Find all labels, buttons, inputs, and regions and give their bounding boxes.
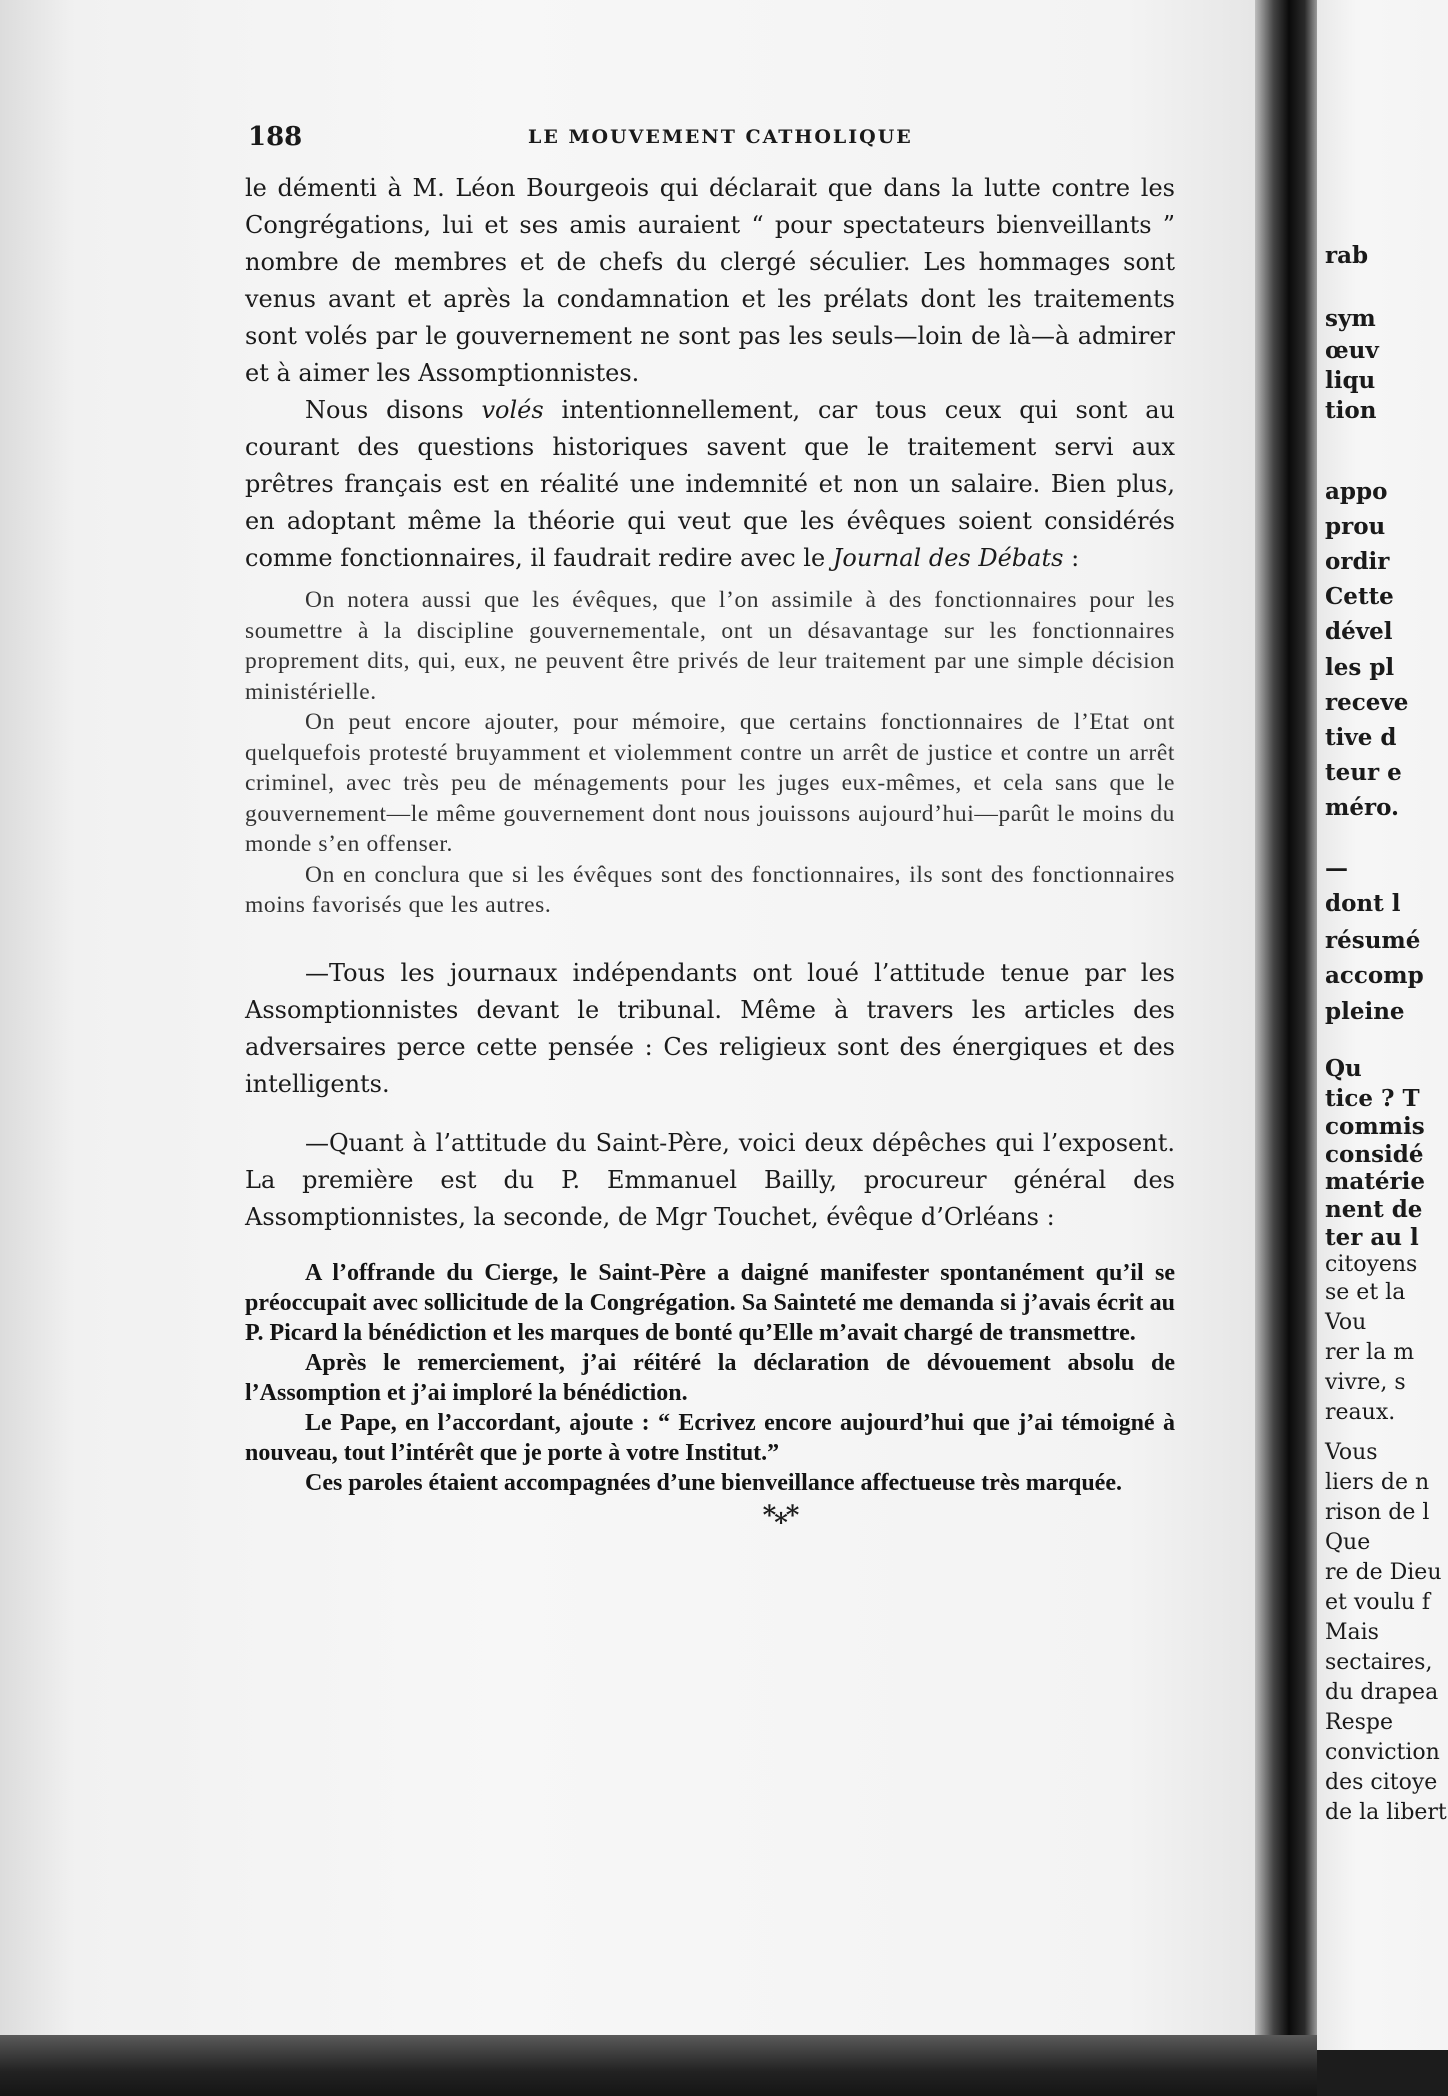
right-page-fragment: rison de l xyxy=(1325,1500,1430,1525)
right-page-fragment: se et la xyxy=(1325,1280,1406,1305)
right-page-fragment: conviction xyxy=(1325,1740,1440,1765)
right-page-fragment: les pl xyxy=(1325,654,1395,681)
right-page-fragment: de la libert xyxy=(1325,1800,1447,1825)
paragraph-2 xyxy=(245,392,1175,577)
right-page-fragment: nent de xyxy=(1325,1196,1423,1223)
right-page-fragment: Vou xyxy=(1325,1310,1367,1335)
right-page-fragment: pleine xyxy=(1325,998,1405,1025)
right-page xyxy=(1317,0,1448,2050)
right-page-fragment: rer la m xyxy=(1325,1340,1415,1365)
paragraph-2-start: Nous disons xyxy=(305,396,482,424)
letter-1: A l’offrande du Cierge, le Saint-Père a daigné manifester spontanément qu’il se préoccupait avec sollicitude de la Congrégation. Sa Sainteté me demanda si j’avais écrit au P. Picard la bénédiction et les marques de bonté qu’Elle m’avait chargé de transmettre. xyxy=(245,1259,1175,1346)
paragraph-2-middle: intentionnellement, car tous ceux qui sont au courant des questions historiques savent que le traitement servi aux prêtres français est en réalité une indemnité et non un salaire. Bien plus, en adoptant même la théorie qui veut que les évêques soient considérés comme fonctionnaires, il faudrait redire avec le xyxy=(245,396,1175,572)
letter-3: Le Pape, en l’accordant, ajoute : “ Ecrivez encore aujourd’hui que j’ai témoigné à nouveau, tout l’intérêt que je porte à votre Institut.” xyxy=(245,1409,1175,1466)
right-page-fragment: œuv xyxy=(1325,337,1379,364)
right-page-fragment: Mais xyxy=(1325,1620,1379,1645)
paragraph-4: —Quant à l’attitude du Saint-Père, voici deux dépêches qui l’exposent. La première est du P. Emmanuel Bailly, procureur général des Assomptionnistes, la seconde, de Mgr Touchet, évêque d’Orléans : xyxy=(245,1128,1175,1231)
right-page-fragment: sectaires, xyxy=(1325,1650,1433,1675)
right-page-fragment: citoyens xyxy=(1325,1252,1418,1277)
right-page-fragment: appo xyxy=(1325,478,1388,505)
right-page-fragment: — xyxy=(1325,855,1348,882)
paragraph-2-end: : xyxy=(1063,544,1080,572)
right-page-fragment: et voulu f xyxy=(1325,1590,1431,1615)
running-title: LE MOUVEMENT CATHOLIQUE xyxy=(528,126,913,148)
right-page-fragment: résumé xyxy=(1325,927,1421,954)
right-page-fragment: teur e xyxy=(1325,759,1402,786)
paragraph-3: —Tous les journaux indépendants ont loué l’attitude tenue par les Assomptionnistes devant le tribunal. Même à travers les articles des adversaires perce cette pensée : Ces religieux sont des énergiques et des intelligents. xyxy=(245,958,1175,1098)
asterism: *⁎* xyxy=(762,1500,798,1531)
right-page-fragment: ter au l xyxy=(1325,1224,1419,1251)
right-page-fragment: matérie xyxy=(1325,1168,1425,1195)
right-page-fragment: commis xyxy=(1325,1113,1425,1140)
right-page-fragment: prou xyxy=(1325,513,1386,540)
right-page-fragment: du drapea xyxy=(1325,1680,1439,1705)
right-page-fragment: reaux. xyxy=(1325,1400,1396,1425)
page-header xyxy=(248,122,1148,154)
right-page-fragment: méro. xyxy=(1325,794,1400,821)
right-page-fragment: Cette xyxy=(1325,583,1394,610)
right-page-fragment: sym xyxy=(1325,305,1376,332)
journal-title: Journal des Débats xyxy=(832,544,1064,572)
right-page-fragment: liers de n xyxy=(1325,1470,1430,1495)
right-page-fragment: dével xyxy=(1325,618,1393,645)
letter-2: Après le remerciement, j’ai réitéré la déclaration de dévouement absolu de l’Assomption et j’ai imploré la bénédiction. xyxy=(245,1349,1175,1406)
body-text xyxy=(245,170,1175,1535)
right-page-fragment: liqu xyxy=(1325,367,1376,394)
quote-3: On en conclura que si les évêques sont des fonctionnaires, ils sont des fonctionnaires moins favorisés que les autres. xyxy=(245,861,1175,918)
right-page-fragment: tice ? T xyxy=(1325,1085,1420,1112)
right-page-fragment: ordir xyxy=(1325,548,1390,575)
right-page-fragment: Respe xyxy=(1325,1710,1393,1735)
scan-bottom-edge xyxy=(0,2035,1317,2096)
right-page-fragment: dont l xyxy=(1325,890,1401,917)
page-number: 188 xyxy=(248,122,303,152)
right-page-fragment: vivre, s xyxy=(1325,1370,1406,1395)
emphasis-voles: volés xyxy=(481,396,544,424)
right-page-fragment: accomp xyxy=(1325,962,1424,989)
right-page-fragment: des citoye xyxy=(1325,1770,1438,1795)
right-page-fragment: receve xyxy=(1325,689,1409,716)
paragraph-1: le démenti à M. Léon Bourgeois qui déclarait que dans la lutte contre les Congrégations, lui et ses amis auraient “ pour spectateurs bienveillants ” nombre de membres et de chefs du clergé séculier. Les hommages sont venus avant et après la condamnation et les prélats dont les traitements sont volés par le gouvernement ne sont pas les seuls—loin de là—à admirer et à aimer les Assomptionnistes. xyxy=(245,174,1175,387)
right-page-fragment: tion xyxy=(1325,397,1377,424)
right-page-fragment: Que xyxy=(1325,1530,1371,1555)
quote-1: On notera aussi que les évêques, que l’on assimile à des fonctionnaires pour les soumettre à la discipline gouvernementale, ont un désavantage sur les fonctionnaires proprement dits, qui, eux, ne peuvent être privés de leur traitement par une simple décision ministérielle. xyxy=(245,587,1175,705)
right-page-fragment: Vous xyxy=(1325,1440,1378,1465)
quote-2: On peut encore ajouter, pour mémoire, que certains fonctionnaires de l’Etat ont quelquefois protesté bruyamment et violemment contre un arrêt de justice et contre un arrêt criminel, avec très peu de ménagements pour les juges eux-mêmes, et cela sans que le gouvernement—le même gouvernement dont nous jouissons aujourd’hui—parût le moins du monde s’en offenser. xyxy=(245,709,1175,857)
right-page-fragment: considé xyxy=(1325,1141,1424,1168)
letter-4: Ces paroles étaient accompagnées d’une bienveillance affectueuse très marquée. xyxy=(305,1469,1122,1496)
book-gutter xyxy=(1255,0,1317,2096)
right-page-fragment: Qu xyxy=(1325,1055,1362,1082)
right-page-fragment: re de Dieu xyxy=(1325,1560,1442,1585)
right-page-fragment: tive d xyxy=(1325,724,1397,751)
right-page-fragment: rab xyxy=(1325,242,1369,269)
